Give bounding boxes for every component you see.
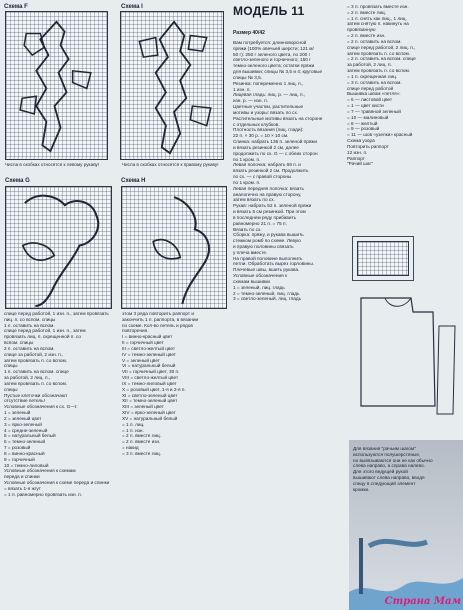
rachiy-shag-text: Для вязания "рачьим шагом" используются полушерстяные, но вывязываются они не как обычно слева направо, а справа налево. Для этого ведущей рукой вышивают слева направо, вводя спицу в следующий элемент кромки.: [353, 446, 433, 492]
model-size: Размер 40/42: [233, 30, 265, 36]
chart-i-grid: [120, 11, 224, 160]
caption-left: Числа в скобках относятся к левому рукаву!: [5, 162, 100, 167]
chart-h-grid: [121, 186, 227, 309]
chart-i-label: Схема I: [121, 4, 143, 10]
chart-g-motif: [6, 187, 111, 308]
right-legend-column: = 3 п. провязать вместе изн. = 2 п. вместе лиц. = 1 п. снять как лиц., 1 лиц. затем снятую п. накинуть на провязанную = 2 п. вместе изн. = 2 п. оставить на вспом. спице перед работой, 2 лиц. п., затем провязать п. со вспом. = 2 п. оставить на вспом. спице за работой, 2 лиц. п. затем провязать п. со вспом. = 1 п. скрещенная лиц. = 3 п. оставить на вспом. спице перед работой Вышивка швом «петля»: = 6 — листовой цвет = 1 — цвет кисти = 7 — травяной зеленый = 10 — малиновый = 8 — желтый = 9 — розовый = 11 — шов «узелки» красный Схема узора Повторить раппорт 12 изн. п. Раппорт "Рачий шаг": [347, 4, 416, 167]
pattern-scheme-cells: [357, 241, 409, 276]
chart-i-motif: [121, 12, 223, 159]
chart-g-label: Схема G: [5, 178, 30, 184]
chart-h-label: Схема H: [121, 178, 146, 184]
garment-schematic: [351, 288, 458, 426]
instructions-column: Вам потребуется: длинноворсной пряжи (100% овечьей шерсти; 121 м/ 50 г): 250 г зеленого цвета, по 200 г светло-зеленого и горчичного; 150 г темно-зеленого цвета; остатки пряжи для вышивки; спицы № 3,5 и 4; круговые спицы № 3,5. Резинка: попеременно 1 лиц. п., 1 изн. п. Лицевая гладь: лиц. р. — лиц. п., изн. р. — изн. п. Цветные участки, растительные мотивы и узоры: вязать по сх. Растительные мотивы вязать на стороне с отдельных клубков. Плотность вязания (лиц. глади): 22 п. × 30 р. = 10 × 10 см. Спинка: набрать 136 п. зеленой пряжи и вязать резинкой 2 см, далее продолжить по сх. G — с обеих сторон по 1 кром. п. Левая полочка: набрать 69 п. и вязать резинкой 2 см. Продолжить по сх. — с правой стороны по 1 кром. п. Левая передняя полочка: вязать аналогично на правую сторону, затем вязать по сх. Рукав: набрать 52 п. зеленой пряжи и вязать 5 см резинкой. При этом в последнем ряду прибавить равномерно 21 п. = 75 п. Вязать по сх. Сборка: пряжу, и рукава вышить стежком ромб по схеме. Левую и правую половины связать у плеча вместе. На правой половине выполнить петли. Обработать вырез горловины. Плечевые швы, вшить рукава. Условные обозначения к схемам вышивки 1 = зеленый, лиц. гладь 2 = темно-зеленый, лиц. гладь 3 = светло-зеленый, лиц. гладь: [233, 40, 323, 302]
chart-f-grid: [5, 11, 108, 160]
photo-strip: [349, 440, 463, 610]
site-logo: Страна Мам: [384, 596, 461, 607]
chart-h-motif: [122, 187, 226, 308]
left-legend-column: спице перед работой, 1 изн. п., затем провязать лиц. п. со вспом. спицы 1 п. оставить на вспом. спице перед работой, 1 изн. п., затем провязать лиц. п. скрещенной п. со вспом. спицы 2 п. оставить на вспом. спице за работой, 2 изн. п., затем провязать п. со вспом. спицы 1 п. оставить на вспом. спице за работой, 2 лиц. п., затем провязать п. со вспом. спицы Пустые клеточки обозначают отсутствие петель! Условные обозначения к сх. G—I: 1 = зеленый 2 = зеленый цвет 3 = ярко-зеленый 4 = средне-зеленый 5 = натуральный белый 6 = темно-зеленый 7 = розовый 8 = винно-красный 9 = горчичный 10 = темно-лиловый Условные обозначения к схемам переда и спинки Условные обозначения к схеме переда и спинки = вязать 1-я жгут = 1 п. равномерно провязать изн. п.: [4, 311, 110, 497]
pattern-scheme-grid: [352, 236, 414, 281]
caption-right: Числа в скобках относятся к правому рукаву!: [122, 162, 219, 167]
center-legend-column: этом 3 ряда повторить раппорт и закончить 1 п. раппорта, в вязании по схеме. Кол-во петель и рядов повторения. I = винно-красный цвет II = горчичный цвет III = светло-желтый цвет IV = темно-зеленый цвет V = зеленый цвет VI = натуральный белый VII = горчичный цвет, 30 п. VIII = светло-желтый цвет IX = темно-лиловый цвет X = розовый цвет, 1-я и 2-я п. XI = светло-зеленый цвет XII = темно-зеленый цвет XIII = зеленый цвет XIV = ярко-зеленый цвет XV = натуральный белый = 1 п. лиц. = 1 п. изн. = 2 п. вместе лиц. = 2 п. вместе изн. = накид = 3 п. вместе лиц.: [122, 311, 199, 456]
chart-g-grid: [5, 186, 112, 309]
model-title: МОДЕЛЬ 11: [233, 4, 305, 18]
chart-f-label: Схема F: [4, 4, 28, 10]
chart-f-motif: [6, 12, 107, 159]
